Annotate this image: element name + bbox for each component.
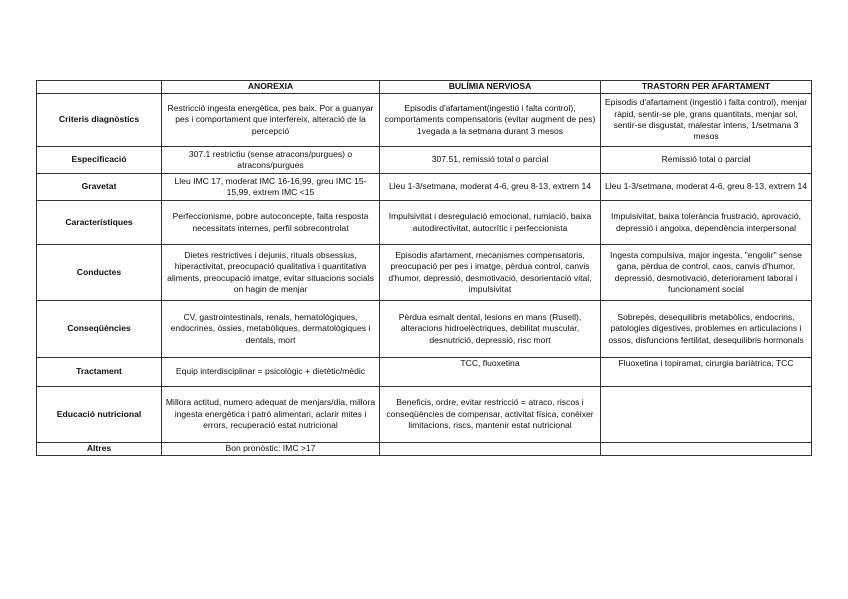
table-cell: Dietes restrictives i dejunis, rituals obsessius, hiperactivitat, preocupació qualitativa i quantitativa aliments, preocupació imatge, evitar situacions socials on hagin de menjar xyxy=(162,245,380,301)
table-cell: 307.1 restrictiu (sense atracons/purgues) o atracons/purgues xyxy=(162,147,380,174)
table-row xyxy=(37,358,812,387)
table-cell: Impulsivitat, baixa tolerància frustració, aprovació, depressió i angoixa, dependència interpersonal xyxy=(601,201,812,245)
table-cell: Ingesta compulsiva, major ingesta, "engolir" sense gana, pèrdua de control, caos, canvis d'humor, depressió, desmotivació, deteriorament laboral i funcionament social xyxy=(601,245,812,301)
header-anorexia: ANOREXIA xyxy=(162,81,380,94)
table-cell: Restricció ingesta energètica, pes baix. Por a guanyar pes i comportament que interfereix, alteració de la percepció xyxy=(162,94,380,147)
table-cell: Lleu 1-3/setmana, moderat 4-6, greu 8-13, extrem 14 xyxy=(380,174,601,201)
table-cell: Pèrdua esmalt dental, lesions en mans (Rusell), alteracions hidroelèctriques, debilitat muscular, desnutrició, depressió, risc mort xyxy=(380,301,601,358)
table-row xyxy=(37,174,812,201)
table-row xyxy=(37,387,812,443)
table-cell: Beneficis, ordre, evitar restricció = atraco, riscos i conseqüències de compensar, activitat física, conèixer limitacions, riscs, mantenir estat nutricional xyxy=(380,387,601,443)
table-row xyxy=(37,201,812,245)
table-cell: Episodis d'afartament (ingestió i falta control), menjar ràpid, sentir-se ple, grans quantitats, menjar sol, sentir-se disgustat, malestar intens, 1/setmana 3 mesos xyxy=(601,94,812,147)
table-cell xyxy=(601,387,812,443)
row-label: Característiques xyxy=(37,201,162,245)
header-corner xyxy=(37,81,162,94)
table-cell: CV, gastrointestinals, renals, hematològiques, endocrines, òssies, metabòliques, dermatològiques i dentals, mort xyxy=(162,301,380,358)
table-cell: TCC, fluoxetina xyxy=(380,358,601,387)
table-cell: Episodis d'afartament(ingestió i falta control), comportaments compensatoris (evitar augment de pes) 1vegada a la setmana durant 3 mesos xyxy=(380,94,601,147)
table-cell: Lleu IMC 17, moderat IMC 16-16,99, greu IMC 15-15,99, extrem IMC <15 xyxy=(162,174,380,201)
row-label: Tractament xyxy=(37,358,162,387)
row-label: Especificació xyxy=(37,147,162,174)
header-trastorn-afartament: TRASTORN PER AFARTAMENT xyxy=(601,81,812,94)
table-cell xyxy=(380,443,601,456)
table-row xyxy=(37,147,812,174)
header-row xyxy=(37,81,812,94)
table-cell: Lleu 1-3/setmana, moderat 4-6, greu 8-13, extrem 14 xyxy=(601,174,812,201)
table-cell: Sobrepès, desequilibris metabòlics, endocrins, patologies digestives, problemes en articulacions i ossos, disfuncions fertilitat, desequilibris hormonals xyxy=(601,301,812,358)
table-cell: Fluoxetina i topiramat, cirurgia bariàtrica, TCC xyxy=(601,358,812,387)
row-label: Conseqüències xyxy=(37,301,162,358)
table-row xyxy=(37,443,812,456)
table-cell xyxy=(601,443,812,456)
table-cell: 307.51, remissió total o parcial xyxy=(380,147,601,174)
table-cell: Bon pronòstic: IMC >17 xyxy=(162,443,380,456)
table-cell: Millora actitud, numero adequat de menjars/dia, millora ingesta energètica i patró alimentari, aclarir mites i errors, recuperació estat nutricional xyxy=(162,387,380,443)
table-cell: Perfeccionisme, pobre autoconcepte, falta resposta necessitats internes, perfil sobrecontrolat xyxy=(162,201,380,245)
table-cell: Impulsivitat i desregulació emocional, rumiació, baixa autodirectivitat, autocrític i perfeccionista xyxy=(380,201,601,245)
row-label: Altres xyxy=(37,443,162,456)
row-label: Criteris diagnòstics xyxy=(37,94,162,147)
table-row xyxy=(37,301,812,358)
table-cell: Episodis afartament, mecanismes compensatoris, preocupació per pes i imatge, pèrdua control, canvis d'humor, depressió, desmotivació, desorientació vital, impulsivitat xyxy=(380,245,601,301)
table-row xyxy=(37,94,812,147)
row-label: Conductes xyxy=(37,245,162,301)
table-cell: Equip interdisciplinar = psicològic + dietètic/mèdic xyxy=(162,358,380,387)
table-cell: Remissió total o parcial xyxy=(601,147,812,174)
row-label: Gravetat xyxy=(37,174,162,201)
comparison-table xyxy=(36,80,812,456)
table-row xyxy=(37,245,812,301)
header-bulimia: BULÍMIA NERVIOSA xyxy=(380,81,601,94)
row-label: Educació nutricional xyxy=(37,387,162,443)
